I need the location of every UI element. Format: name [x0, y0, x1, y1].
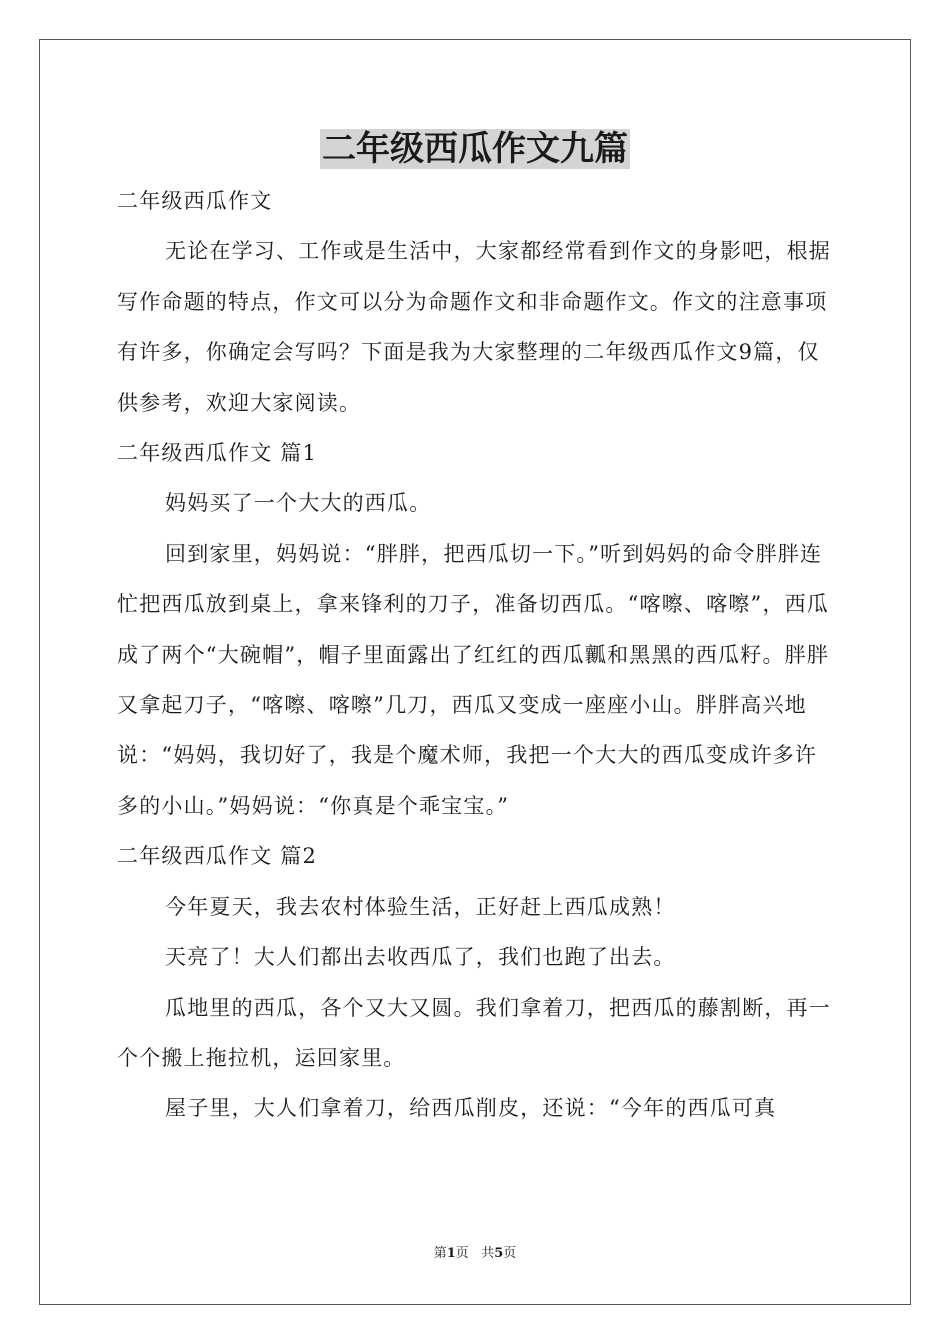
- paragraph: 屋子里，大人们拿着刀，给西瓜削皮，还说：“今年的西瓜可真: [165, 1096, 777, 1121]
- document-title-text: 二年级西瓜作文九篇: [322, 129, 628, 169]
- footer-page-number: 1: [446, 1246, 456, 1261]
- page-footer: [0, 1244, 950, 1264]
- footer-page-suffix: 页: [455, 1246, 469, 1261]
- footer-page-prefix: 第: [433, 1246, 447, 1261]
- paragraph: 妈妈买了一个大大的西瓜。: [165, 491, 432, 516]
- footer-total-suffix: 页: [503, 1246, 517, 1261]
- paragraph: 回到家里，妈妈说：“胖胖，把西瓜切一下。”听到妈妈的命令胖胖连忙把西瓜放到桌上，拿来锋利的刀子，准备切西瓜。“喀嚓、喀嚓”，西瓜成了两个“大碗帽”，帽子里面露出了红红的西瓜瓤和黑黑的西瓜籽。胖胖又拿起刀子，“喀嚓、喀嚓”几刀，西瓜又变成一座座小山。胖胖高兴地说：“妈妈，我切好了，我是个魔术师，我把一个大大的西瓜变成许多许多的小山。”妈妈说：“你真是个乖宝宝。”: [117, 541, 830, 818]
- document-title: [0, 124, 950, 174]
- footer-total-pages: 5: [494, 1246, 504, 1261]
- paragraph: 瓜地里的西瓜，各个又大又圆。我们拿着刀，把西瓜的藤割断，再一个个搬上拖拉机，运回家里。: [117, 995, 831, 1070]
- section-heading: 二年级西瓜作文: [117, 189, 273, 213]
- document-body: [117, 176, 833, 1134]
- paragraph: 今年夏天，我去农村体验生活，正好赶上西瓜成熟！: [165, 894, 676, 919]
- paragraph: 无论在学习、工作或是生活中，大家都经常看到作文的身影吧，根据写作命题的特点，作文可以分为命题作文和非命题作文。作文的注意事项有许多，你确定会写吗？下面是我为大家整理的二年级西瓜作文9篇，仅供参考，欢迎大家阅读。: [117, 239, 831, 415]
- section-heading: 二年级西瓜作文 篇1: [117, 441, 318, 466]
- section-heading: 二年级西瓜作文 篇2: [117, 844, 318, 869]
- paragraph: 天亮了！大人们都出去收西瓜了，我们也跑了出去。: [165, 945, 676, 970]
- footer-total-prefix: 共: [481, 1246, 495, 1261]
